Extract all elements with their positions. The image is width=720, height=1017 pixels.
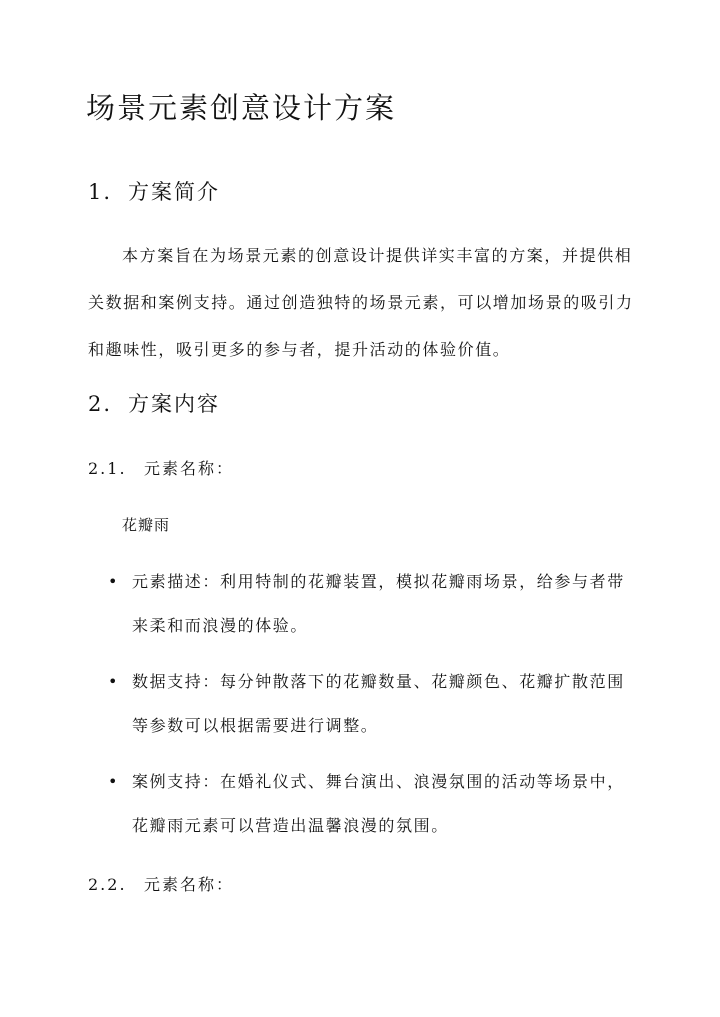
subsection-2-1-heading xyxy=(88,456,234,479)
subsection-2-1-number: 2.1. xyxy=(88,459,127,478)
bullet-text: 案例支持：在婚礼仪式、舞台演出、浪漫氛围的活动等场景中，花瓣雨元素可以营造出温馨浪漫的氛围。 xyxy=(132,772,625,835)
subsection-2-2-number: 2.2. xyxy=(88,875,127,894)
element-name: 花瓣雨 xyxy=(122,516,171,534)
section-2-title: 方案内容 xyxy=(128,392,220,416)
section-2-heading xyxy=(88,388,220,418)
bullet-dot: • xyxy=(108,572,120,591)
bullet-item xyxy=(108,660,628,748)
subsection-2-1-title: 元素名称： xyxy=(144,459,235,478)
section-1-title: 方案简介 xyxy=(128,180,220,204)
bullet-dot: • xyxy=(108,672,120,691)
bullet-item xyxy=(108,760,628,848)
bullet-text: 元素描述：利用特制的花瓣装置，模拟花瓣雨场景，给参与者带来柔和而浪漫的体验。 xyxy=(132,572,625,635)
subsection-2-2-heading xyxy=(88,872,234,895)
section-2-number: 2. xyxy=(88,392,113,416)
bullet-item xyxy=(108,560,628,648)
bullet-dot: • xyxy=(108,772,120,791)
document-title: 场景元素创意设计方案 xyxy=(86,91,397,125)
bullet-text: 数据支持：每分钟散落下的花瓣数量、花瓣颜色、花瓣扩散范围等参数可以根据需要进行调整。 xyxy=(132,672,625,735)
section-1-heading xyxy=(88,176,220,206)
section-1-paragraph: 本方案旨在为场景元素的创意设计提供详实丰富的方案，并提供相关数据和案例支持。通过创造独特的场景元素，可以增加场景的吸引力和趣味性，吸引更多的参与者，提升活动的体验价值。 xyxy=(88,246,634,359)
section-1-number: 1. xyxy=(88,180,113,204)
subsection-2-2-title: 元素名称： xyxy=(144,875,235,894)
